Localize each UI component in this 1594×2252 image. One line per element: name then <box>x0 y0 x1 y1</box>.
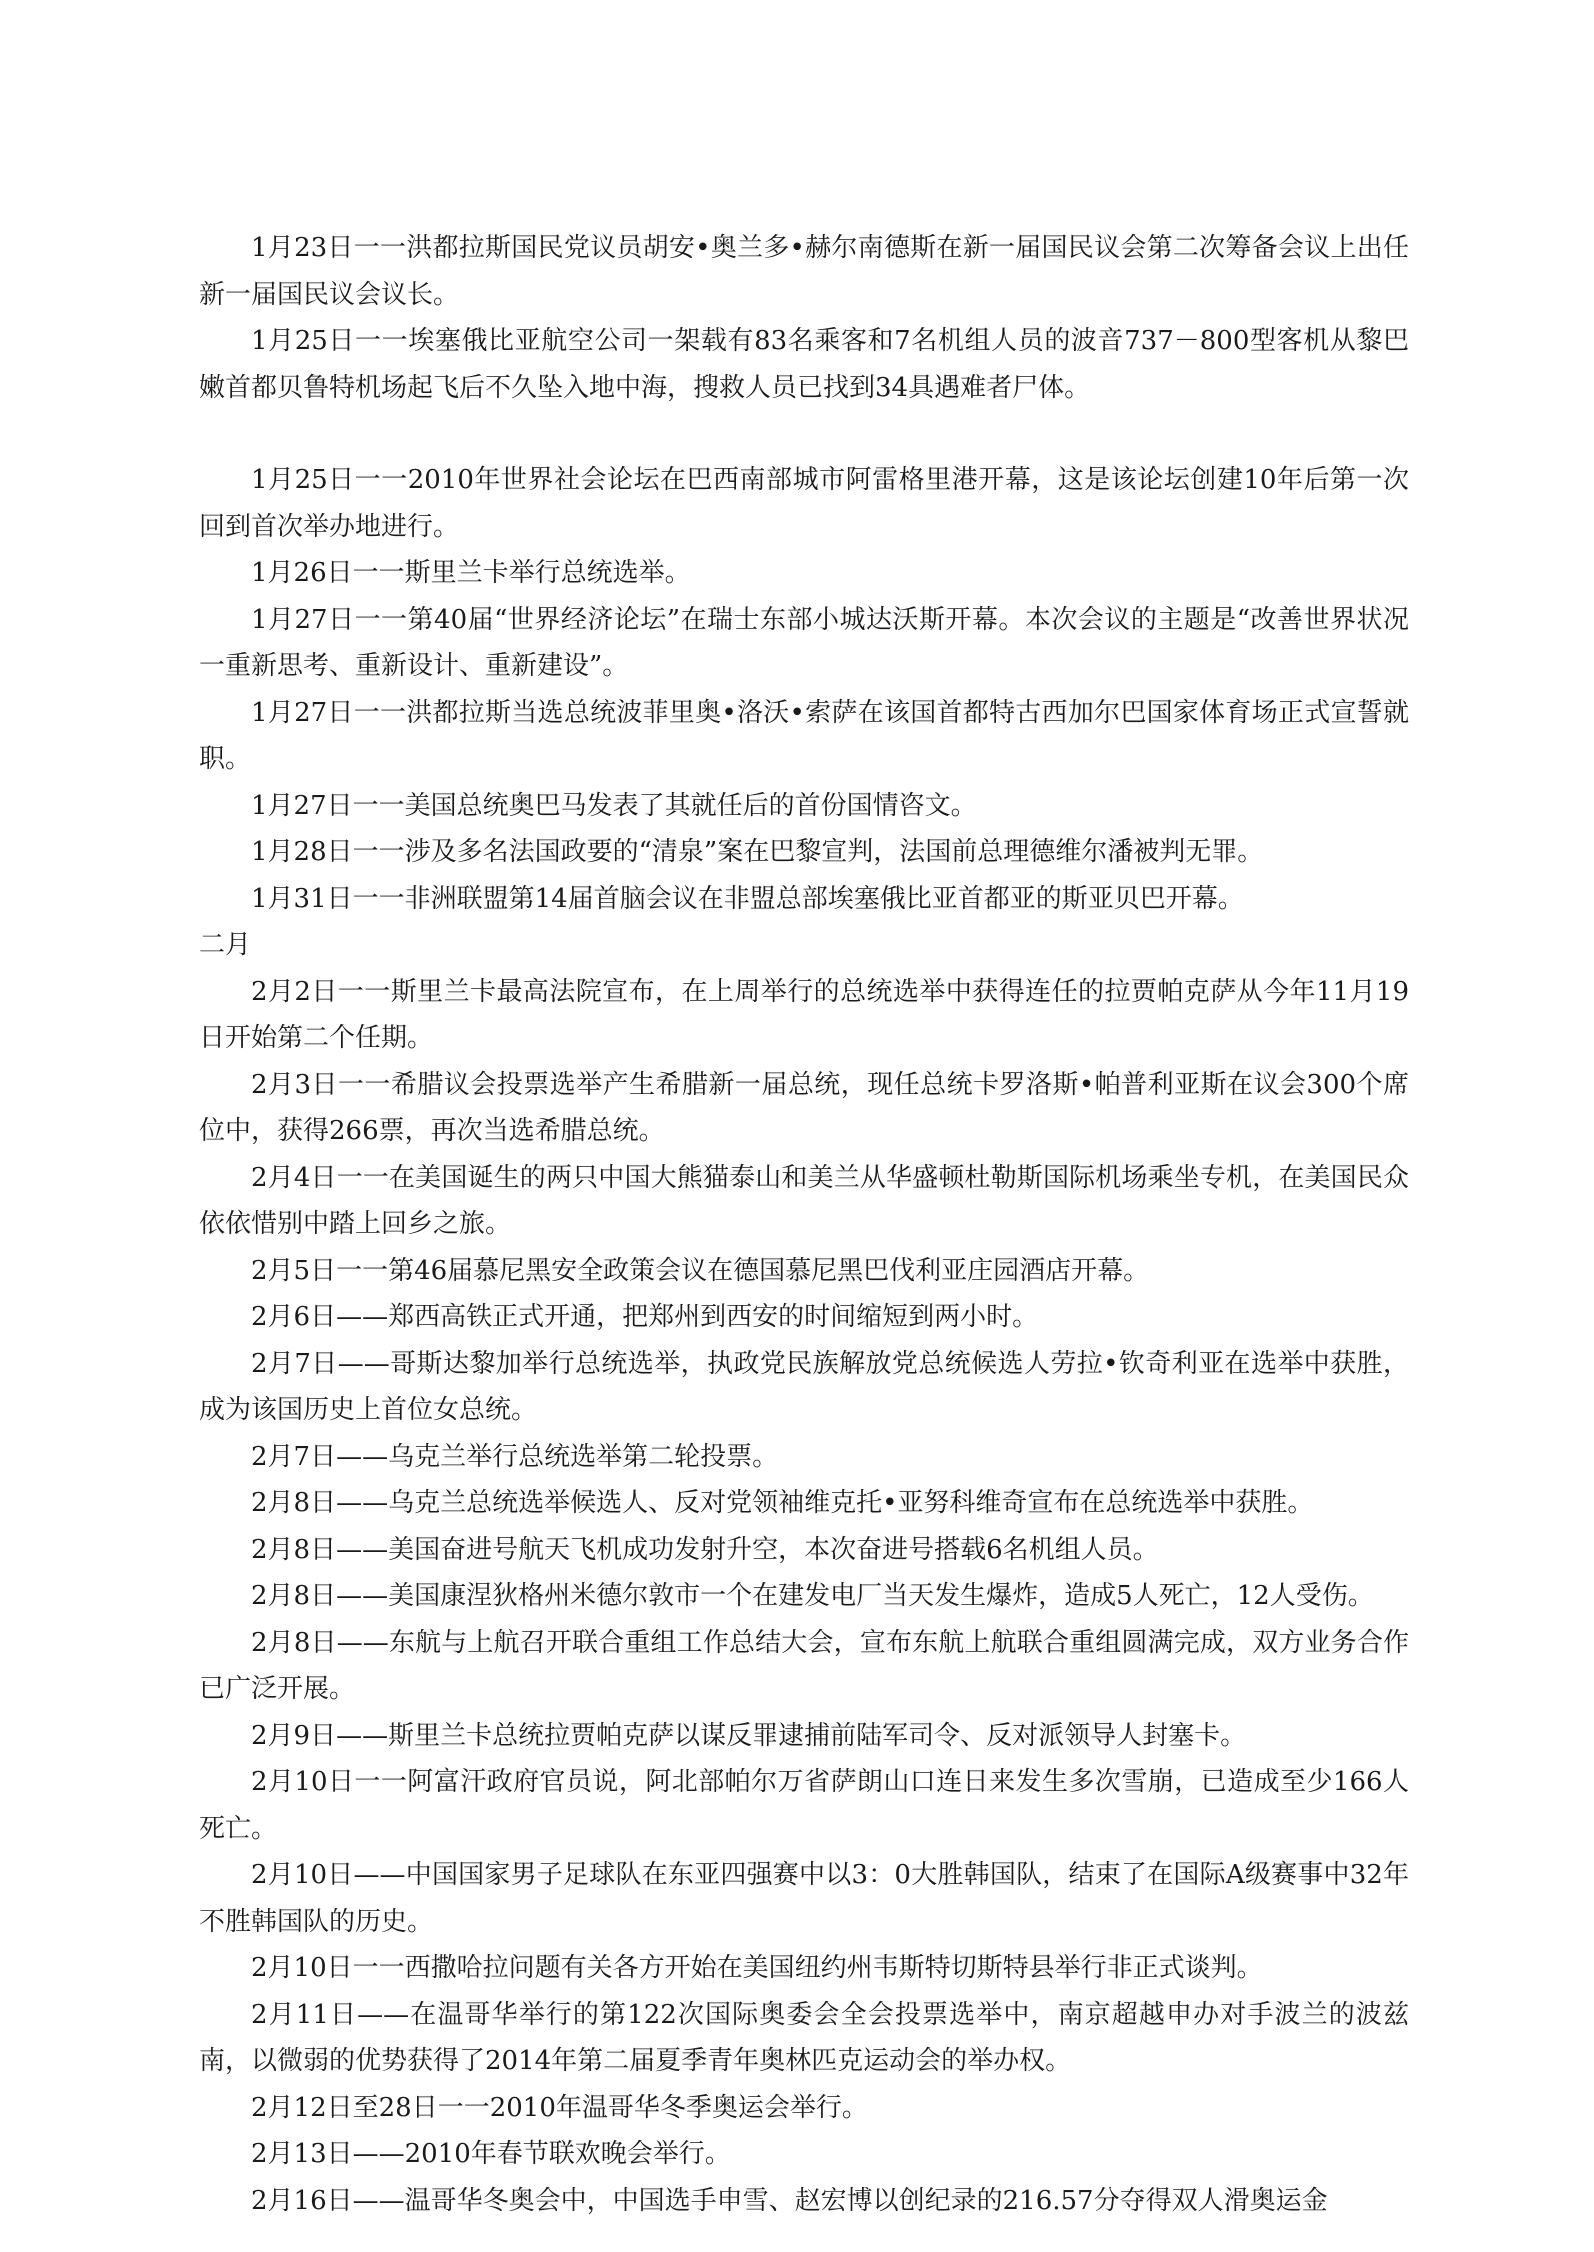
event-paragraph: 2月4日一一在美国诞生的两只中国大熊猫泰山和美兰从华盛顿杜勒斯国际机场乘坐专机，在美国民众依依惜别中踏上回乡之旅。 <box>199 1162 1409 1239</box>
event-paragraph: 2月2日一一斯里兰卡最高法院宣布，在上周举行的总统选举中获得连任的拉贾帕克萨从今年11月19日开始第二个任期。 <box>199 976 1409 1053</box>
event-paragraph: 2月8日——乌克兰总统选举候选人、反对党领袖维克托•亚努科维奇宣布在总统选举中获胜。 <box>251 1488 1314 1518</box>
event-paragraph: 2月5日一一第46届慕尼黑安全政策会议在德国慕尼黑巴伐利亚庄园酒店开幕。 <box>251 1255 1150 1286</box>
event-paragraph: 2月3日一一希腊议会投票选举产生希腊新一届总统，现任总统卡罗洛斯•帕普利亚斯在议会300个席位中，获得266票，再次当选希腊总统。 <box>199 1069 1409 1146</box>
event-paragraph: 1月31日一一非洲联盟第14届首脑会议在非盟总部埃塞俄比亚首都亚的斯亚贝巴开幕。 <box>251 883 1244 914</box>
section-heading: 二月 <box>199 930 252 960</box>
event-paragraph: 2月9日——斯里兰卡总统拉贾帕克萨以谋反罪逮捕前陆军司令、反对派领导人封塞卡。 <box>251 1720 1247 1751</box>
event-paragraph: 2月10日一一阿富汗政府官员说，阿北部帕尔万省萨朗山口连日来发生多次雪崩，已造成至少166人死亡。 <box>199 1767 1409 1844</box>
event-paragraph: 1月27日一一第40届“世界经济论坛”在瑞士东部小城达沃斯开幕。本次会议的主题是“改善世界状况一重新思考、重新设计、重新建设”。 <box>199 604 1409 681</box>
event-paragraph: 1月23日一一洪都拉斯国民党议员胡安•奥兰多•赫尔南德斯在新一届国民议会第二次筹备会议上出任新一届国民议会议长。 <box>199 233 1409 310</box>
event-paragraph: 2月7日——哥斯达黎加举行总统选举，执政党民族解放党总统候选人劳拉•钦奇利亚在选举中获胜，成为该国历史上首位女总统。 <box>199 1348 1409 1425</box>
event-paragraph: 2月10日——中国国家男子足球队在东亚四强赛中以3：0大胜韩国队，结束了在国际A级赛事中32年不胜韩国队的历史。 <box>199 1860 1409 1937</box>
event-paragraph: 2月13日——2010年春节联欢晚会举行。 <box>251 2139 731 2169</box>
event-paragraph: 2月8日——美国奋进号航天飞机成功发射升空，本次奋进号搭载6名机组人员。 <box>251 1534 1159 1565</box>
event-paragraph: 1月25日一一埃塞俄比亚航空公司一架载有83名乘客和7名机组人员的波音737－800型客机从黎巴嫩首都贝鲁特机场起飞后不久坠入地中海，搜救人员已找到34具遇难者尸体。 <box>199 326 1409 403</box>
event-paragraph: 1月27日一一洪都拉斯当选总统波菲里奥•洛沃•索萨在该国首都特古西加尔巴国家体育场正式宣誓就职。 <box>199 697 1409 774</box>
event-paragraph: 2月10日一一西撒哈拉问题有关各方开始在美国纽约州韦斯特切斯特县举行非正式谈判。 <box>251 1953 1263 1983</box>
event-paragraph: 2月12日至28日一一2010年温哥华冬季奥运会举行。 <box>251 2092 868 2123</box>
event-paragraph: 2月11日——在温哥华举行的第122次国际奥委会全会投票选举中，南京超越申办对手波兰的波兹南，以微弱的优势获得了2014年第二届夏季青年奥林匹克运动会的举办权。 <box>199 1999 1409 2076</box>
event-paragraph: 2月7日——乌克兰举行总统选举第二轮投票。 <box>251 1441 779 1472</box>
event-paragraph: 1月28日一一涉及多名法国政要的“清泉”案在巴黎宣判，法国前总理德维尔潘被判无罪。 <box>251 837 1264 867</box>
document-body <box>199 225 1409 2224</box>
event-paragraph: 1月25日一一2010年世界社会论坛在巴西南部城市阿雷格里港开幕，这是该论坛创建10年后第一次回到首次举办地进行。 <box>199 465 1409 542</box>
event-paragraph: 2月8日——美国康涅狄格州米德尔敦市一个在建发电厂当天发生爆炸，造成5人死亡，12人受伤。 <box>251 1581 1374 1611</box>
event-paragraph: 2月8日——东航与上航召开联合重组工作总结大会，宣布东航上航联合重组圆满完成，双方业务合作已广泛开展。 <box>199 1627 1409 1704</box>
event-paragraph: 1月27日一一美国总统奥巴马发表了其就任后的首份国情咨文。 <box>251 790 977 821</box>
event-paragraph: 2月6日——郑西高铁正式开通，把郑州到西安的时间缩短到两小时。 <box>251 1302 1039 1332</box>
event-paragraph: 2月16日——温哥华冬奥会中，中国选手申雪、赵宏博以创纪录的216.57分夺得双人滑奥运金 <box>251 2185 1328 2216</box>
event-paragraph: 1月26日一一斯里兰卡举行总统选举。 <box>251 558 691 588</box>
